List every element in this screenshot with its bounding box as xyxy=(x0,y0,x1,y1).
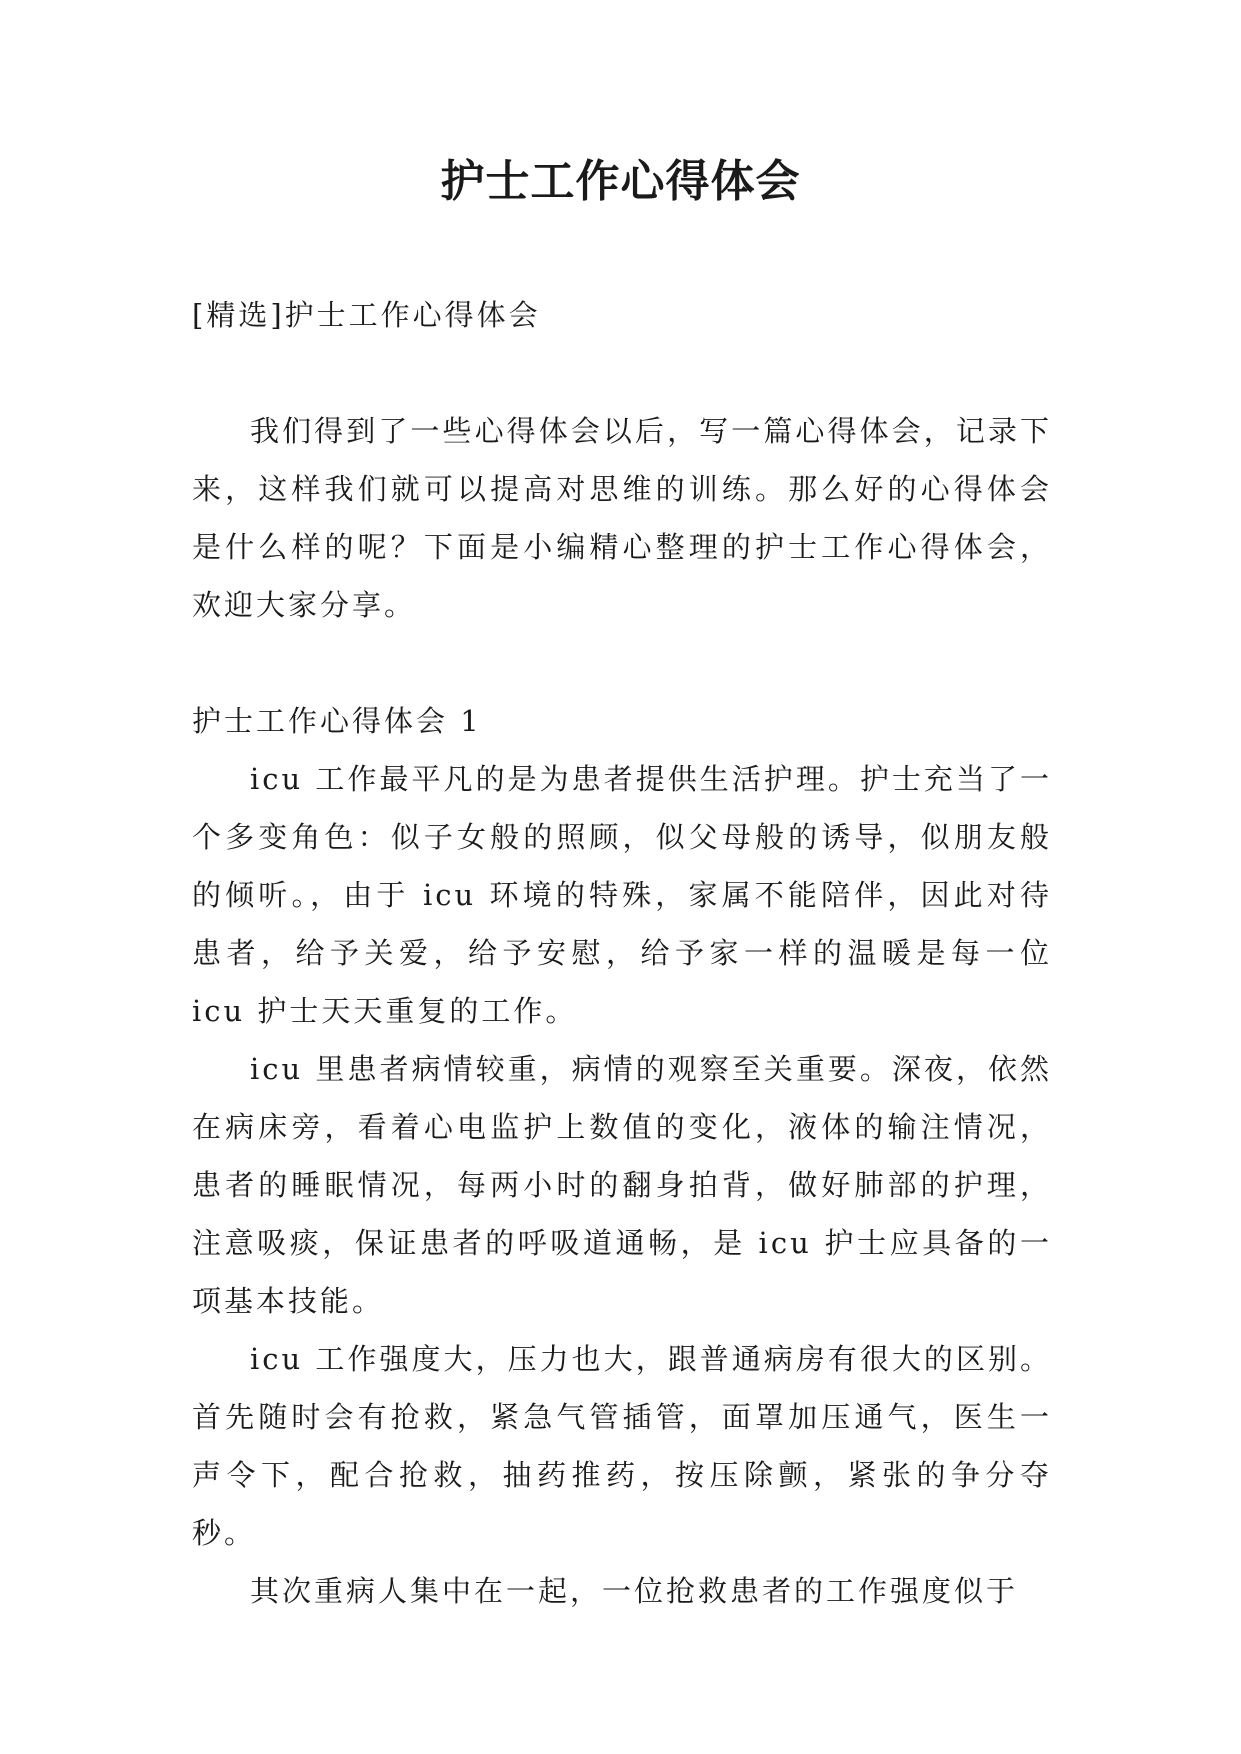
document-body xyxy=(192,286,1052,1620)
intro-paragraph: 我们得到了一些心得体会以后，写一篇心得体会，记录下来，这样我们就可以提高对思维的训练。那么好的心得体会是什么样的呢？下面是小编精心整理的护士工作心得体会，欢迎大家分享。 xyxy=(192,414,1052,622)
body-paragraph-3: icu 工作强度大，压力也大，跟普通病房有很大的区别。首先随时会有抢救，紧急气管插管，面罩加压通气，医生一声令下，配合抢救，抽药推药，按压除颤，紧张的争分夺秒。 xyxy=(192,1342,1052,1550)
document-title: 护士工作心得体会 xyxy=(440,156,801,207)
body-paragraph-4: 其次重病人集中在一起，一位抢救患者的工作强度似于 xyxy=(250,1574,1019,1608)
body-paragraph-2: icu 里患者病情较重，病情的观察至关重要。深夜，依然在病床旁，看着心电监护上数值的变化，液体的输注情况，患者的睡眠情况，每两小时的翻身拍背，做好肺部的护理，注意吸痰，保证患者的呼吸道通畅，是 icu 护士应具备的一项基本技能。 xyxy=(192,1052,1052,1318)
body-paragraph-1: icu 工作最平凡的是为患者提供生活护理。护士充当了一个多变角色：似子女般的照顾，似父母般的诱导，似朋友般的倾听。，由于 icu 环境的特殊，家属不能陪伴，因此对待患者，给予关爱，给予安慰，给予家一样的温暖是每一位 icu 护士天天重复的工作。 xyxy=(192,762,1052,1028)
section-heading: 护士工作心得体会 1 xyxy=(192,704,482,738)
document-subtitle: [精选]护士工作心得体会 xyxy=(192,298,541,332)
